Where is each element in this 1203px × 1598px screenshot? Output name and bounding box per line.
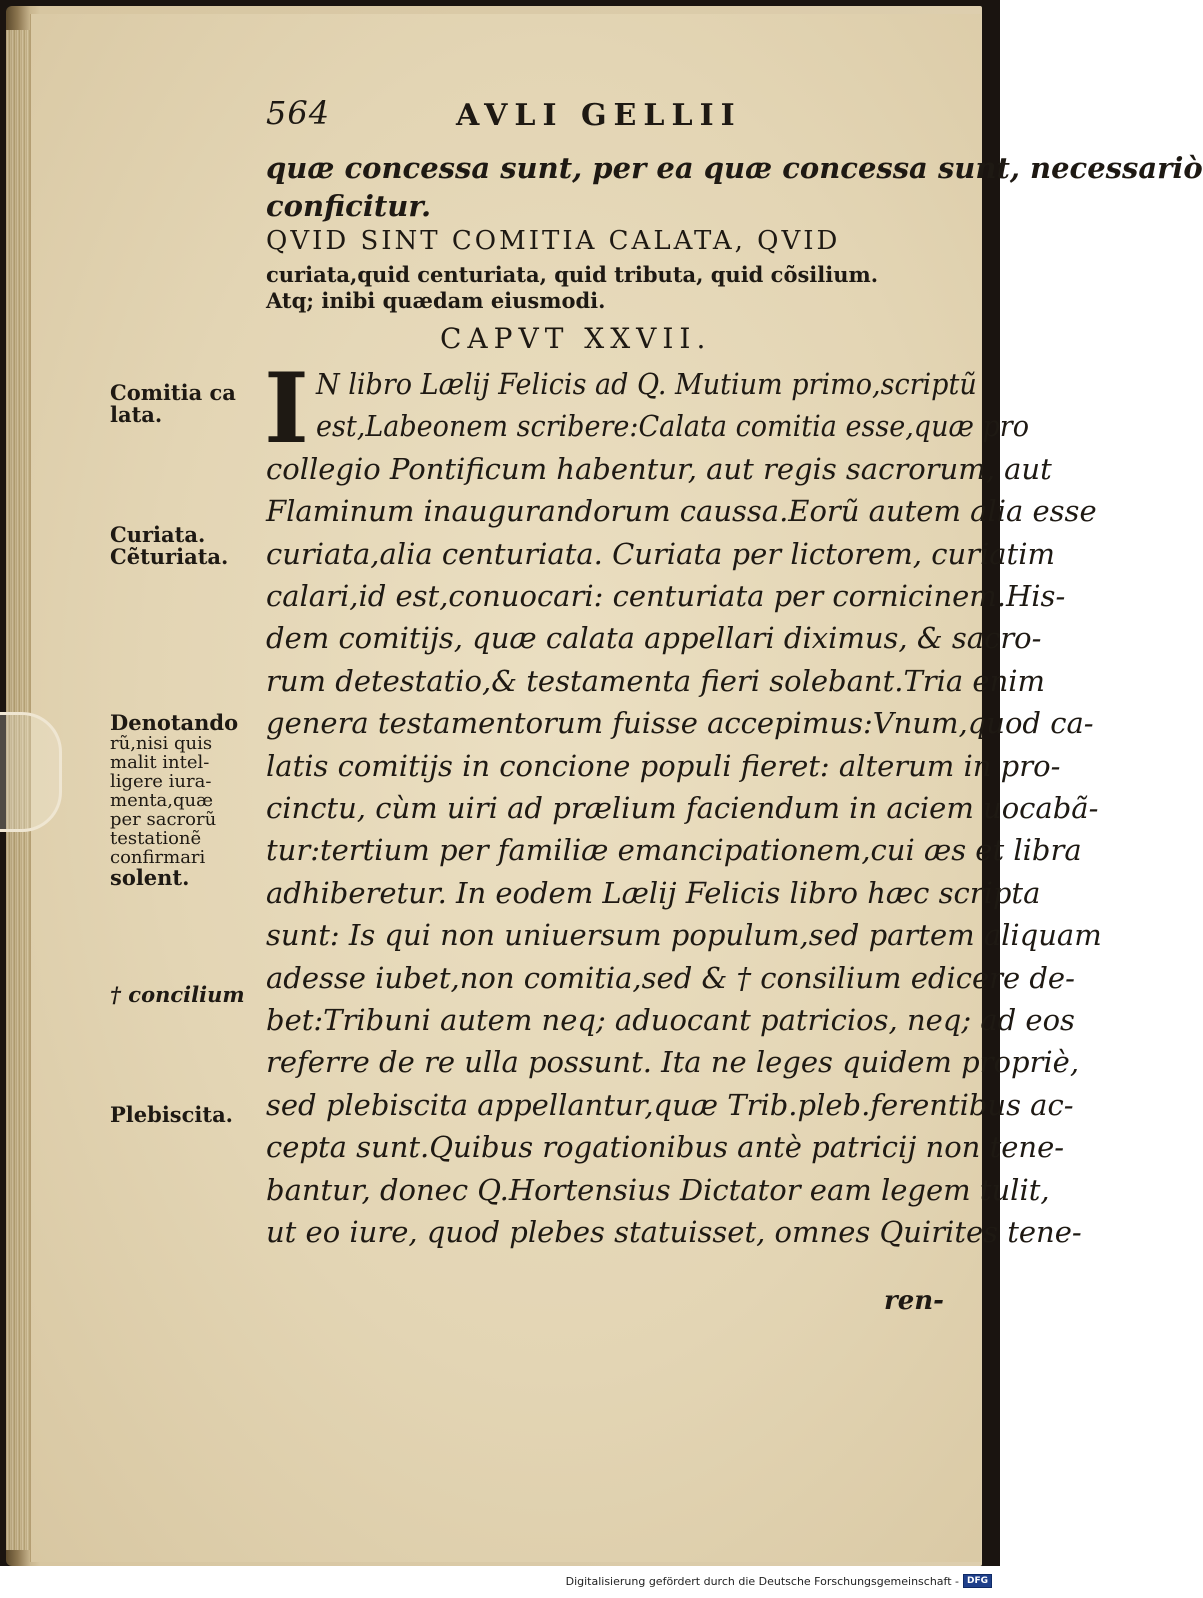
margin-line: Curiata. [110,522,206,547]
margin-line: malit intel- [110,752,210,773]
body-line: cepta sunt.Quibus rogationibus antè patricij non tene- [266,1130,1065,1165]
digitization-credit [566,1574,992,1588]
margin-note-denotando [110,712,238,889]
page-number: 564 [266,94,331,132]
margin-note-comitia-calata [110,382,236,426]
body-line: referre de re ulla possunt. Ita ne leges quidem propriè, [266,1045,1080,1080]
margin-line: rũ,nisi quis [110,733,213,754]
margin-note-plebiscita: Plebiscita. [110,1102,233,1127]
margin-line: solent. [110,865,190,890]
body-line: curiata,alia centuriata. Curiata per lictorem, curiatim [266,536,1055,571]
body-line: tur:tertium per familiæ emancipationem,cui æs et libra [266,833,1082,868]
body-line: calari,id est,conuocari: centuriata per cornicinem.His- [266,579,1066,613]
running-head: AVLI GELLII [456,98,742,133]
body-line: genera testamentorum fuisse accepimus:Vnum,quod ca- [266,706,1094,741]
chapter-subtitle-line: Atq; inibi quædam eiusmodi. [266,288,606,313]
chapter-subtitle-line: curiata,quid centuriata, quid tributa, quid cõsilium. [266,262,879,287]
body-line: ut eo iure, quod plebes statuisset, omnes Quirites tene- [266,1215,1082,1249]
body-line: bantur, donec Q.Hortensius Dictator eam legem tulit, [266,1172,1050,1207]
margin-note-curiata [110,524,228,568]
chapter-title: QVID SINT COMITIA CALATA, QVID [266,226,841,256]
intro-line: quæ concessa sunt, per ea quæ concessa sunt, necessariò [266,151,1203,185]
margin-line: Comitia ca [110,380,236,405]
page-header [266,94,806,138]
margin-line: menta,quæ [110,790,214,811]
margin-line: per sacrorũ [110,809,217,830]
catchword: ren- [884,1286,944,1316]
body-line: rum detestatio,& testamenta fieri solebant.Tria enim [266,663,1046,698]
body-line: adesse iubet,non comitia,sed & † consilium edicere de- [266,960,1075,995]
margin-line: Denotando [110,710,239,735]
intro-line: conficitur. [266,189,432,223]
body-line: sunt: Is qui non uniuersum populum,sed partem aliquam [266,918,1102,953]
body-line: bet:Tribuni autem neq; aduocant patricios, neq; ad eos [266,1003,1075,1037]
body-line: adhiberetur. In eodem Lælij Felicis libro hæc scripta [266,875,1041,910]
page-clip [0,712,62,832]
body-line: dem comitijs, quæ calata appellari diximus, & sacro- [266,621,1042,656]
drop-initial: I [264,352,309,465]
dfg-logo: DFG [963,1574,992,1588]
body-line: Flaminum inaugurandorum caussa.Eorũ autem alia esse [266,494,1097,529]
margin-line: confirmari [110,847,206,868]
body-line: cinctu, cùm uiri ad prælium faciendum in aciem uocabã- [266,791,1099,825]
margin-line: testationẽ [110,828,202,849]
margin-note-concilium: † concilium [110,982,245,1007]
margin-line: lata. [110,402,163,427]
credit-text: Digitalisierung gefördert durch die Deutsche Forschungsgemeinschaft - [565,1574,959,1588]
body-line: latis comitijs in concione populi fieret: alterum in pro- [266,748,1061,783]
margin-line: Cẽturiata. [110,544,229,569]
body-line: sed plebiscita appellantur,quæ Trib.pleb.ferentibus ac- [266,1087,1074,1122]
body-line: est,Labeonem scribere:Calata comitia esse,quæ pro [316,409,1030,444]
margin-line: ligere iura- [110,771,212,792]
body-line: collegio Pontificum habentur, aut regis sacrorum, aut [266,451,1052,486]
chapter-label: CAPVT XXVII. [440,322,712,355]
body-line: N libro Lælij Felicis ad Q. Mutium primo,scriptũ [316,367,977,401]
